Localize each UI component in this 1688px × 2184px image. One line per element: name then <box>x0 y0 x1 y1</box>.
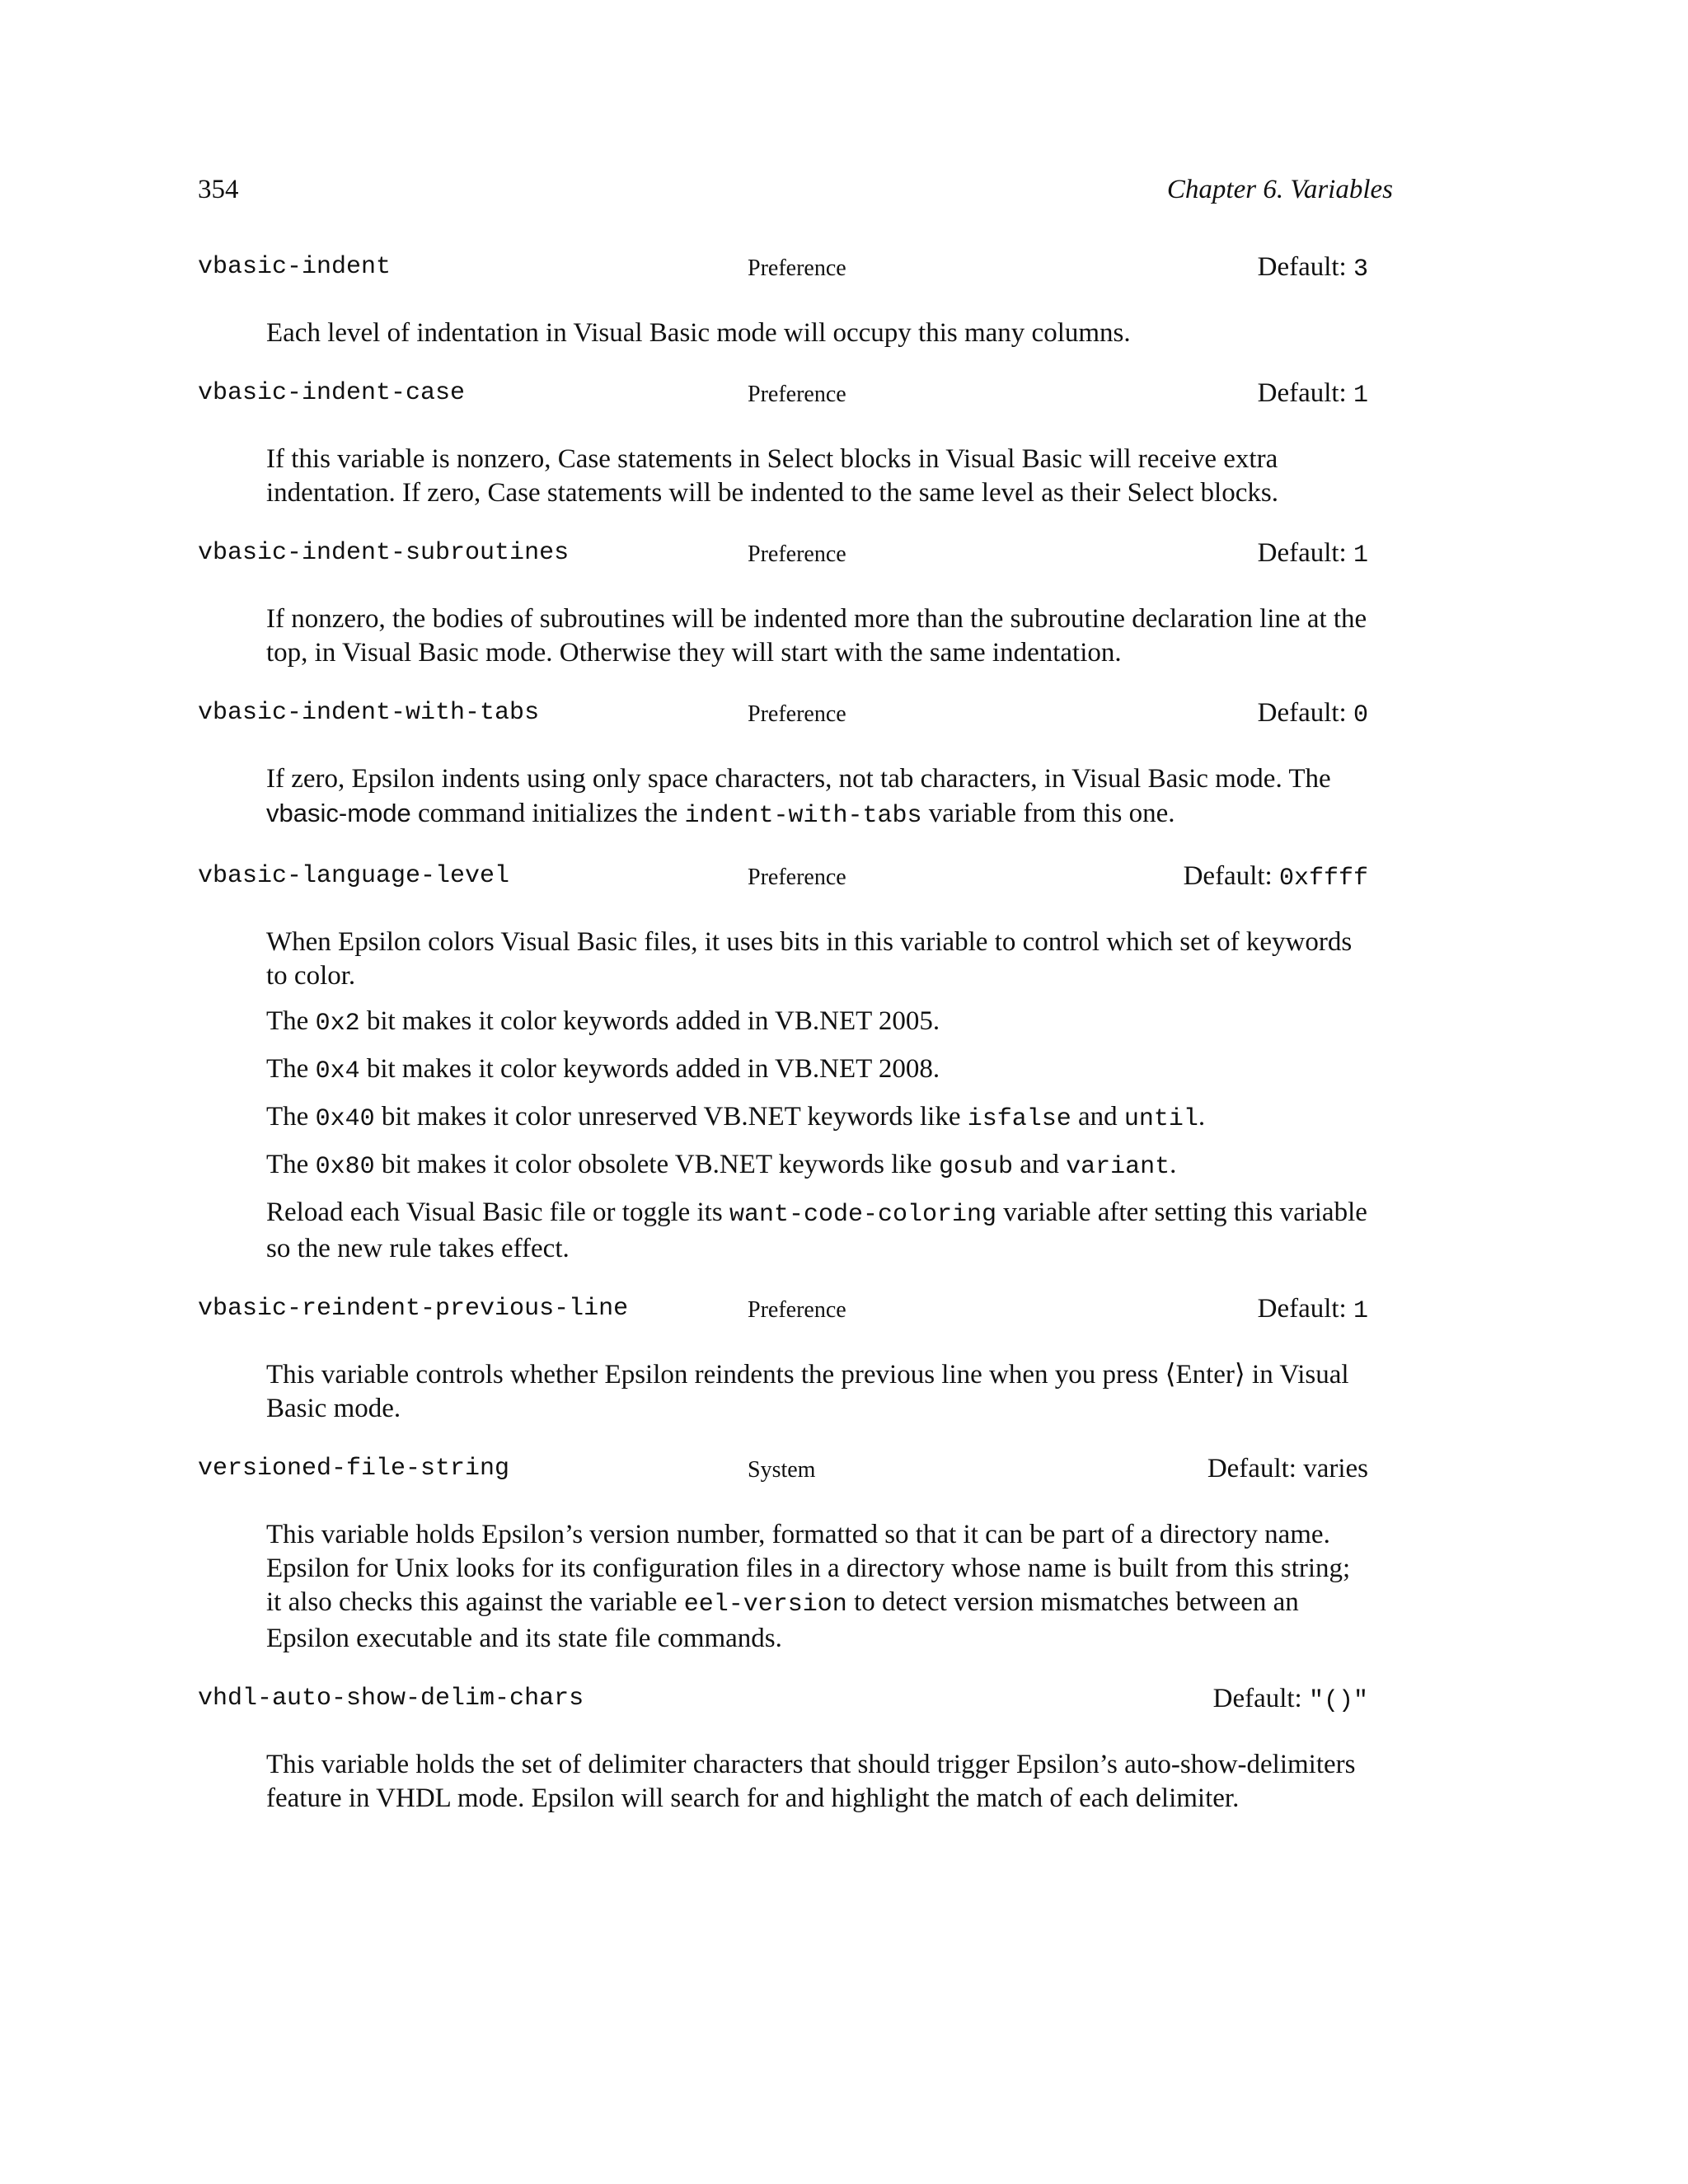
text-run: If zero, Epsilon indents using only space characters, not tab characters, in Visual Basic mode. The <box>266 764 1331 794</box>
default-label: Default: <box>1257 378 1347 408</box>
default-label: Default: <box>1257 252 1347 282</box>
text-run: The <box>266 1006 316 1036</box>
code-keyword: gosub <box>938 1153 1013 1181</box>
code-variable: indent-with-tabs <box>684 802 922 830</box>
code-keyword: isfalse <box>967 1105 1071 1133</box>
variable-default <box>1258 1291 1368 1329</box>
description-paragraph <box>266 1005 1371 1041</box>
page-header <box>198 169 1393 210</box>
variable-default <box>1258 535 1368 574</box>
entry-heading <box>198 695 1368 731</box>
variable-entry <box>198 249 1368 350</box>
text-run: The <box>266 1150 316 1179</box>
text-run: If this variable is nonzero, Case statements in Select blocks in Visual Basic will receive extra indentation. If zero, Case statements will be indented to the same level as their Select blocks. <box>266 444 1278 508</box>
default-value: "()" <box>1308 1687 1368 1715</box>
text-run: bit makes it color keywords added in VB.NET 2005. <box>359 1006 940 1036</box>
default-value: 3 <box>1353 255 1368 284</box>
description-paragraph <box>266 1518 1371 1656</box>
text-run: and <box>1071 1102 1124 1132</box>
text-run: This variable holds Epsilon’s version number, formatted so that it can be part of a directory name. Epsilon for Unix looks for its configuration files in a directory whose name is built from this string; it also checks this against the variable <box>266 1520 1351 1617</box>
variable-type: Preference <box>748 701 846 727</box>
default-label: Default: <box>1257 1294 1347 1324</box>
description-paragraph <box>266 1100 1371 1137</box>
default-label: Default: <box>1257 538 1347 568</box>
code-keyword: variant <box>1066 1153 1170 1181</box>
default-value: 0xffff <box>1278 865 1368 893</box>
entry-description <box>266 1748 1371 1816</box>
variable-name: vbasic-language-level <box>198 862 510 890</box>
text-run: If nonzero, the bodies of subroutines will be indented more than the subroutine declaration line at the top, in Visual Basic mode. Otherwise they will start with the same indentation. <box>266 604 1367 668</box>
entry-heading <box>198 249 1368 285</box>
variable-name: vbasic-indent-with-tabs <box>198 699 540 727</box>
text-run: to detect version mismatches between an Epsilon executable and its state file commands. <box>266 1587 1299 1653</box>
variable-default <box>1213 1680 1368 1719</box>
code-value: 0x2 <box>315 1010 360 1038</box>
text-run: This variable holds the set of delimiter characters that should trigger Epsilon’s auto-show-delimiters feature in VHDL mode. Epsilon will search for and highlight the match of each delimiter. <box>266 1750 1356 1813</box>
code-keyword: until <box>1123 1105 1198 1133</box>
variable-type: System <box>748 1457 816 1483</box>
variable-name: vbasic-indent <box>198 253 392 281</box>
entry-heading <box>198 375 1368 411</box>
default-value: 1 <box>1353 382 1368 410</box>
variable-name: versioned-file-string <box>198 1455 510 1483</box>
text-run: Reload each Visual Basic file or toggle its <box>266 1197 729 1227</box>
description-paragraph <box>266 316 1371 350</box>
description-paragraph <box>266 762 1371 833</box>
description-paragraph <box>266 602 1371 670</box>
text-run: . <box>1198 1102 1206 1132</box>
entry-description <box>266 1358 1371 1426</box>
variable-entry <box>198 695 1368 833</box>
variable-entry <box>198 535 1368 670</box>
default-label: Default: <box>1183 861 1273 891</box>
chapter-title: Chapter 6. Variables <box>1166 175 1393 204</box>
variable-default <box>1184 858 1368 897</box>
description-paragraph <box>266 1148 1371 1184</box>
default-label: Default: <box>1207 1454 1296 1483</box>
entry-heading <box>198 1451 1368 1487</box>
default-label: Default: <box>1257 698 1347 728</box>
default-value: varies <box>1303 1454 1368 1483</box>
text-run: and <box>1012 1150 1067 1179</box>
text-run: bit makes it color obsolete VB.NET keywords like <box>374 1150 939 1179</box>
entry-heading <box>198 535 1368 571</box>
variable-name: vhdl-auto-show-delim-chars <box>198 1685 584 1713</box>
text-run: Each level of indentation in Visual Basic mode will occupy this many columns. <box>266 318 1131 348</box>
variable-entry <box>198 1451 1368 1656</box>
entry-description <box>266 316 1371 350</box>
default-value: 1 <box>1353 1297 1368 1325</box>
variable-type: Preference <box>748 255 846 281</box>
variable-name: vbasic-indent-subroutines <box>198 539 570 567</box>
code-value: 0x40 <box>315 1105 375 1133</box>
description-paragraph <box>266 1052 1371 1089</box>
text-run: . <box>1170 1150 1177 1179</box>
variable-default <box>1258 695 1368 733</box>
code-variable: eel-version <box>683 1591 847 1619</box>
code-value: 0x80 <box>315 1153 375 1181</box>
default-value: 0 <box>1353 701 1368 729</box>
entry-heading <box>198 1291 1368 1327</box>
text-run: bit makes it color keywords added in VB.NET 2008. <box>359 1054 940 1084</box>
variable-entry <box>198 1680 1368 1816</box>
entry-description <box>266 443 1371 510</box>
default-value: 1 <box>1353 541 1368 569</box>
variable-type: Preference <box>748 1297 846 1323</box>
default-label: Default: <box>1212 1684 1302 1713</box>
text-run: variable after setting this variable so the new rule takes effect. <box>266 1197 1367 1263</box>
variable-type: Preference <box>748 382 846 407</box>
variable-default <box>1207 1451 1368 1487</box>
entry-description <box>266 762 1371 833</box>
text-run: When Epsilon colors Visual Basic files, it uses bits in this variable to control which set of keywords to color. <box>266 927 1353 991</box>
variable-list <box>198 249 1368 1840</box>
variable-name: vbasic-indent-case <box>198 379 466 407</box>
code-variable: want-code-coloring <box>729 1201 996 1229</box>
variable-name: vbasic-reindent-previous-line <box>198 1295 629 1323</box>
description-paragraph <box>266 1358 1371 1426</box>
page-number: 354 <box>198 175 239 204</box>
variable-default <box>1258 375 1368 414</box>
text-run: This variable controls whether Epsilon reindents the previous line when you press ⟨Enter⟩ in Visual Basic mode. <box>266 1360 1349 1423</box>
variable-default <box>1258 249 1368 288</box>
entry-description <box>266 926 1371 1266</box>
description-paragraph <box>266 926 1371 993</box>
entry-description <box>266 1518 1371 1656</box>
entry-heading <box>198 1680 1368 1717</box>
command-name: vbasic-mode <box>266 799 411 827</box>
code-value: 0x4 <box>315 1057 360 1085</box>
text-run: The <box>266 1102 316 1132</box>
text-run: command initializes the <box>410 799 685 828</box>
description-paragraph <box>266 1748 1371 1816</box>
variable-type: Preference <box>748 541 846 567</box>
variable-entry <box>198 858 1368 1266</box>
text-run: The <box>266 1054 316 1084</box>
variable-type: Preference <box>748 865 846 890</box>
variable-entry <box>198 375 1368 510</box>
variable-entry <box>198 1291 1368 1426</box>
text-run: bit makes it color unreserved VB.NET keywords like <box>374 1102 968 1132</box>
entry-heading <box>198 858 1368 894</box>
description-paragraph <box>266 1196 1371 1266</box>
entry-description <box>266 602 1371 670</box>
description-paragraph <box>266 443 1371 510</box>
text-run: variable from this one. <box>921 799 1175 828</box>
